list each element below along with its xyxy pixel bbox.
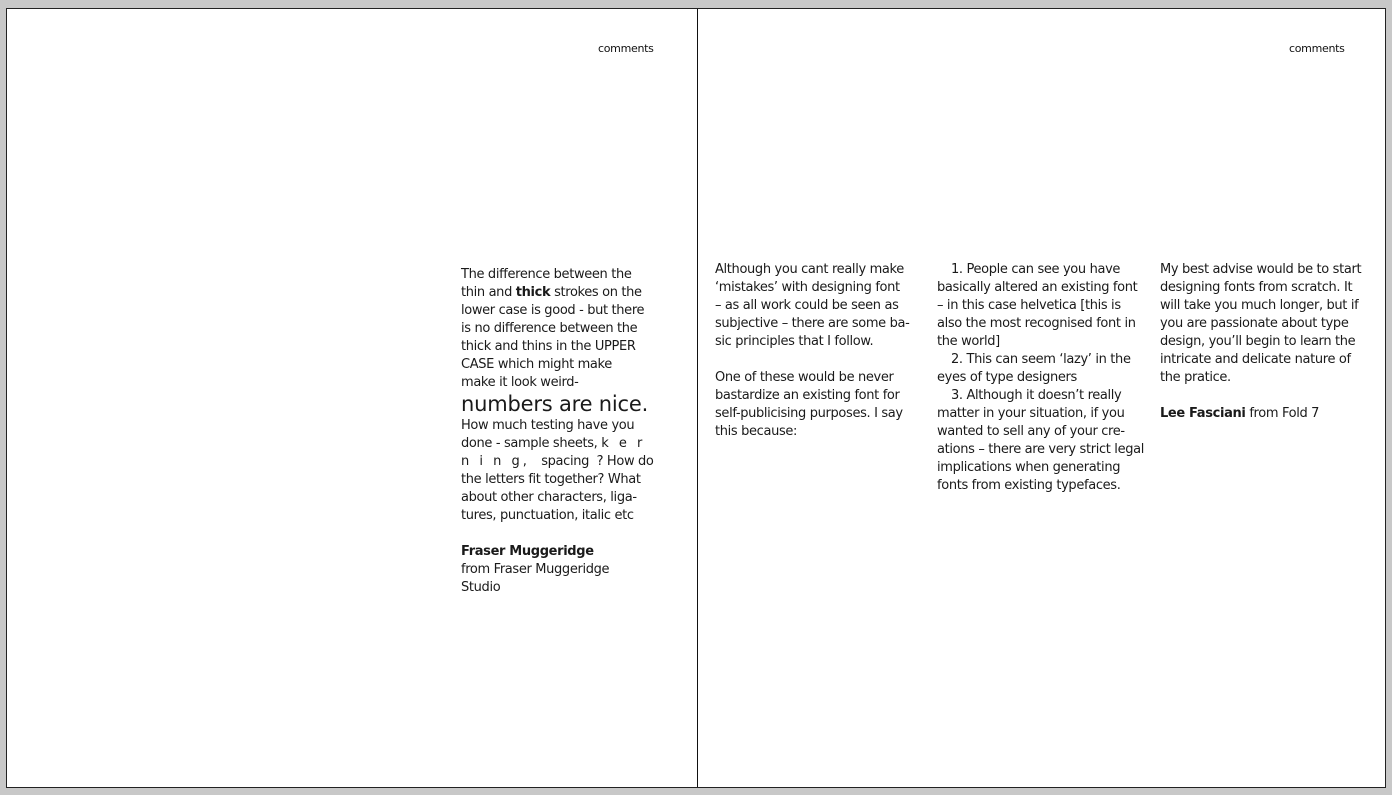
numbered-point: 2. This can seem ‘lazy’ in the — [951, 352, 1131, 367]
comment-line: My best advise would be to start — [1160, 262, 1362, 277]
comment-line: matter in your situation, if you — [937, 406, 1125, 421]
left-page-header: comments — [598, 42, 654, 55]
spacing-sample: spacing — [529, 454, 593, 469]
comment-line: the world] — [937, 334, 1000, 349]
comment-line: ‘mistakes’ with designing font — [715, 280, 900, 295]
comment-line: you are passionate about type — [1160, 316, 1349, 331]
kerning-sample: k e r — [601, 436, 646, 451]
right-comment-column-1 — [715, 261, 925, 441]
author-affiliation: from Fraser Muggeridge — [461, 562, 610, 577]
comment-line: ations – there are very strict legal — [937, 442, 1144, 457]
comment-line: make it look weird- — [461, 375, 579, 390]
comment-line: the pratice. — [1160, 370, 1231, 385]
author-affiliation: Studio — [461, 580, 501, 595]
comment-line: wanted to sell any of your cre- — [937, 424, 1125, 439]
comment-line: – as all work could be seen as — [715, 298, 899, 313]
comment-line: design, you’ll begin to learn the — [1160, 334, 1356, 349]
kerning-sample: n i n g, — [461, 454, 530, 469]
document-spread — [6, 8, 1386, 788]
numbered-point: 3. Although it doesn’t really — [951, 388, 1122, 403]
comment-line: subjective – there are some ba- — [715, 316, 910, 331]
right-page-header: comments — [1289, 42, 1345, 55]
comment-line: will take you much longer, but if — [1160, 298, 1359, 313]
comment-line: self-publicising purposes. I say — [715, 406, 903, 421]
comment-line: the letters fit together? What — [461, 472, 641, 487]
comment-line: done - sample sheets, k e r — [461, 436, 646, 451]
left-comment-column — [461, 266, 661, 597]
comment-line: intricate and delicate nature of — [1160, 352, 1351, 367]
comment-line: Although you cant really make — [715, 262, 904, 277]
comment-line: lower case is good - but there — [461, 303, 645, 318]
author-affiliation: from Fold 7 — [1245, 406, 1320, 421]
comment-line: One of these would be never — [715, 370, 894, 385]
comment-line: this because: — [715, 424, 798, 439]
emphasis-thick: thick — [515, 285, 551, 300]
page-gutter-divider — [697, 9, 698, 787]
comment-line: designing fonts from scratch. It — [1160, 280, 1353, 295]
comment-line: – in this case helvetica [this is — [937, 298, 1121, 313]
author-credit — [1160, 405, 1375, 423]
author-name: Lee Fasciani — [1160, 406, 1246, 421]
comment-line: thin and thick strokes on the — [461, 285, 642, 300]
comment-line: CASE which might make — [461, 357, 612, 372]
right-comment-column-2 — [937, 261, 1152, 495]
comment-line: bastardize an existing font for — [715, 388, 900, 403]
comment-line: fonts from existing typefaces. — [937, 478, 1121, 493]
comment-line: The difference between the — [461, 267, 632, 282]
comment-line: sic principles that I follow. — [715, 334, 874, 349]
numbers-are-nice-callout: numbers are nice. — [461, 392, 649, 416]
numbered-point: 1. People can see you have — [951, 262, 1121, 277]
comment-line: n i n g, spacing ? How do — [461, 454, 654, 469]
comment-line: is no difference between the — [461, 321, 638, 336]
comment-line: How much testing have you — [461, 418, 635, 433]
right-comment-column-3 — [1160, 261, 1375, 423]
comment-line: implications when generating — [937, 460, 1121, 475]
comment-line: thick and thins in the UPPER — [461, 339, 636, 354]
comment-line: also the most recognised font in — [937, 316, 1136, 331]
author-name: Fraser Muggeridge — [461, 544, 594, 559]
comment-line: about other characters, liga- — [461, 490, 637, 505]
comment-line: eyes of type designers — [937, 370, 1077, 385]
comment-line: tures, punctuation, italic etc — [461, 508, 634, 523]
comment-line: basically altered an existing font — [937, 280, 1138, 295]
